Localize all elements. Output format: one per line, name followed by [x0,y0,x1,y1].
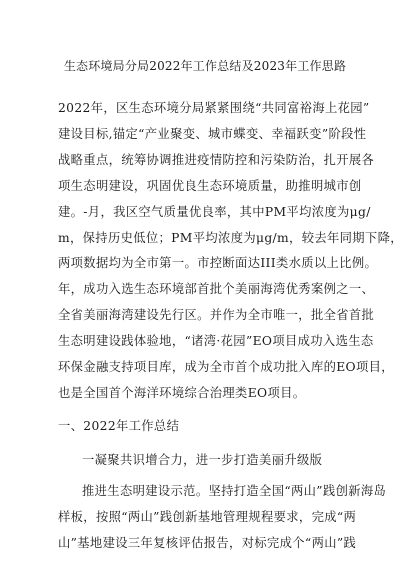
body-line: 山”基地建设三年复核评估报告，对标完成个“两山”践 [58,535,357,550]
intro-line: 两项数据均为全市第一。市控断面达III类水质以上比例。 [58,256,378,271]
intro-line: 年，成功入选生态环境部首批个美丽海湾优秀案例之一、 [58,282,375,297]
intro-line: 建。-月，我区空气质量优良率，其中PM平均浓度为μg/ [58,204,371,219]
document-title: 生态环境局分局2022年工作总结及2023年工作思路 [63,59,347,73]
body-line: 推进生态明建设示范。坚持打造全国“两山”践创新海岛 [82,483,387,498]
intro-line: m，保持历史低位；PM平均浓度为μg/m，较去年同期下降， [58,230,403,245]
intro-line: 也是全国首个海洋环境综合治理类EO项目。 [58,385,306,400]
intro-line: 建设目标,锚定“产业聚变、城市蝶变、幸福跃变”阶段性 [58,126,367,141]
body-paragraph [58,479,387,557]
section-heading: 一、2022年工作总结 [58,418,180,433]
intro-line: 全省美丽海湾建设先行区。并作为全市唯一，批全省首批 [58,308,375,323]
intro-line: 项生态明建设，巩固优良生态环境质量，助推明城市创 [58,178,362,193]
intro-line: 生态明建设践体验地，“诸湾·花园”EO项目成功入选生态 [58,334,374,349]
body-line: 样板，按照“两山”践创新基地管理规程要求，完成“两 [58,509,357,524]
intro-line: 环保金融支持项目库，成为全市首个成功批入库的EO项目， [58,360,394,375]
intro-line: 战略重点，统筹协调推进疫情防控和污染防治，扎开展各 [58,152,375,167]
intro-paragraph [58,96,403,407]
subsection-heading: 一凝聚共识增合力，进一步打造美丽升级版 [82,452,323,467]
intro-line: 2022年，区生态环境分局紧紧围绕“共同富裕海上花园” [58,101,370,115]
